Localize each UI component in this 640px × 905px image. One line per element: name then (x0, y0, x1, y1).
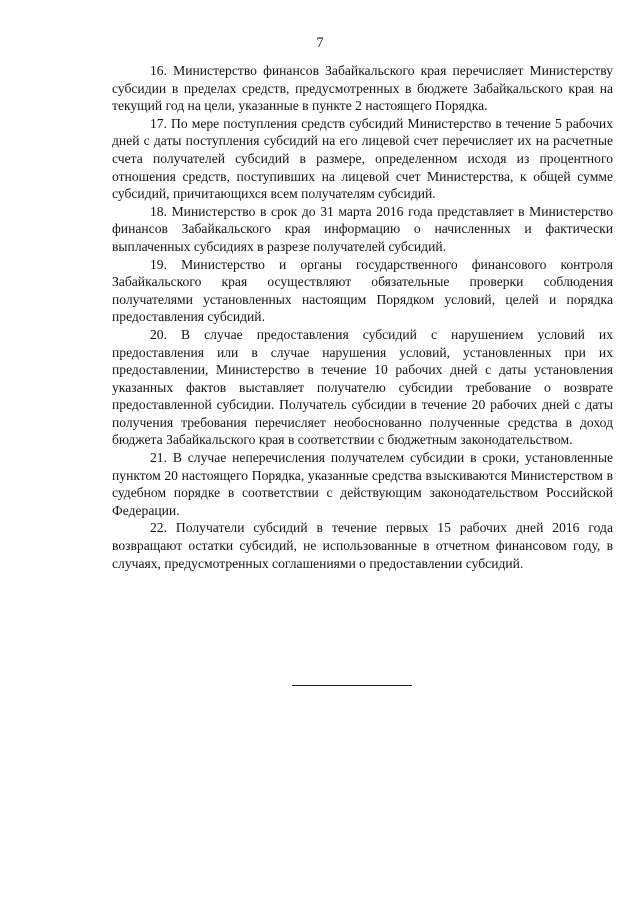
paragraph-18: 18. Министерство в срок до 31 марта 2016 года представляет в Министерство финансов Забайкальского края информацию о начисленных и фактически выплаченных субсидиях в разрезе получателей субсидий. (112, 203, 613, 254)
paragraph-17: 17. По мере поступления средств субсидий Министерство в течение 5 рабочих дней с даты поступления субсидий на его лицевой счет перечисляет их на расчетные счета получателей субсидий в размере, определенном исходя из процентного отношения средств, поступивших на лицевой счет Министерства, к общей сумме субсидий, причитающихся всем получателям субсидий. (112, 115, 613, 202)
paragraph-22: 22. Получатели субсидий в течение первых 15 рабочих дней 2016 года возвращают остатки субсидий, не использованные в отчетном финансовом году, в случаях, предусмотренных соглашениями о предоставлении субсидий. (112, 520, 613, 571)
paragraph-20: 20. В случае предоставления субсидий с нарушением условий их предоставления или в случае нарушения условий, установленных при их предоставлении, Министерство в течение 10 рабочих дней с даты установления указанных фактов выставляет получателю субсидии требование о возврате предоставленной субсидии. Получатель субсидии в течение 20 рабочих дней с даты получения требования перечисляет необоснованно полученные средства в доход бюджета Забайкальского края в соответствии с бюджетным законодательством. (112, 326, 613, 448)
paragraph-16: 16. Министерство финансов Забайкальского края перечисляет Министерству субсидии в пределах средств, предусмотренных в бюджете Забайкальского края на текущий год на цели, указанные в пункте 2 настоящего Порядка. (112, 63, 613, 114)
document-body (112, 62, 613, 572)
page-number: 7 (316, 35, 324, 51)
paragraph-19: 19. Министерство и органы государственного финансового контроля Забайкальского края осуществляют обязательные проверки соблюдения получателями установленных настоящим Порядком условий, целей и порядка предоставления субсидий. (112, 256, 613, 325)
closing-divider (292, 685, 412, 686)
paragraph-21: 21. В случае неперечисления получателем субсидии в сроки, установленные пунктом 20 настоящего Порядка, указанные средства взыскиваются Министерством в судебном порядке в соответствии с действующим законодательством Российской Федерации. (112, 450, 613, 518)
